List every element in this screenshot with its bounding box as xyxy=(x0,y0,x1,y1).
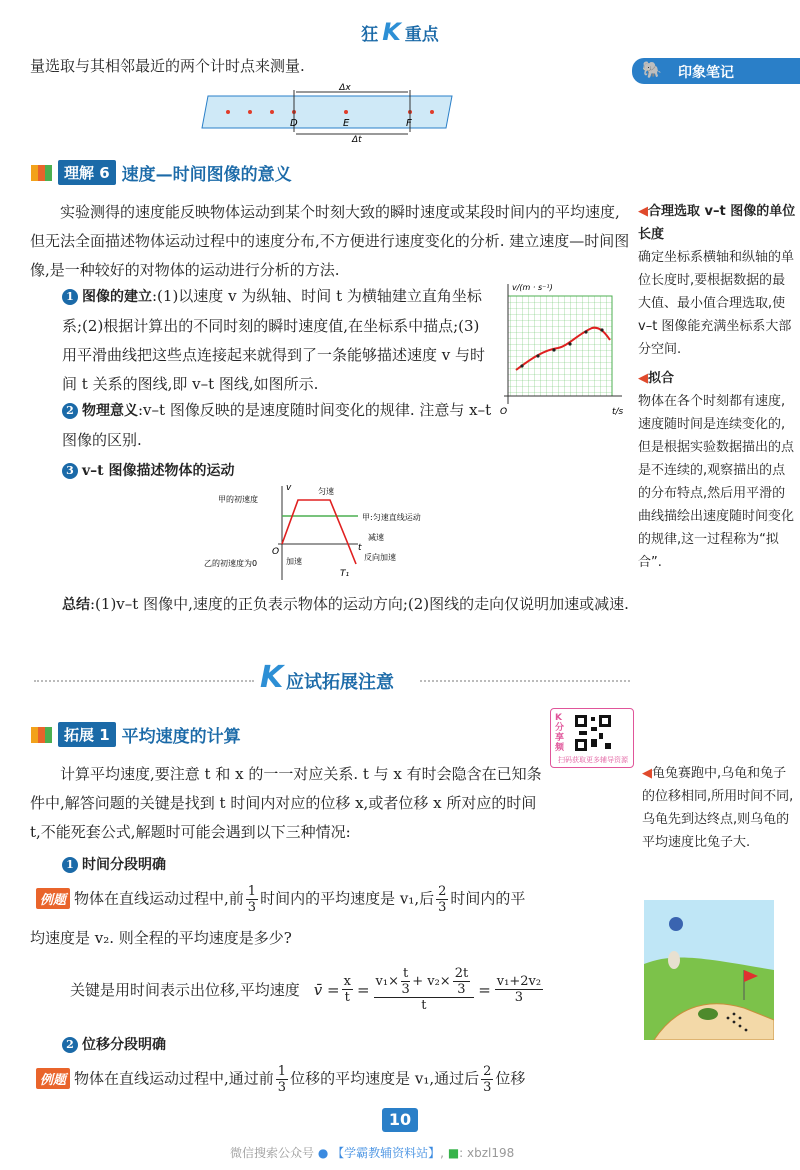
section6-badge: 理解 6 xyxy=(58,160,116,185)
vt-o: O xyxy=(272,547,280,557)
qr-code-icon xyxy=(573,713,613,753)
key-text: 关键是用时间表示出位移,平均速度 xyxy=(70,981,300,999)
summary-head: 总结 xyxy=(62,597,90,613)
footer-site: 【学霸教辅资料站】 xyxy=(332,1146,441,1160)
vt-grid-graph xyxy=(498,278,628,418)
item2-number: 2 xyxy=(62,403,78,419)
frac-x-over-t xyxy=(342,974,353,1005)
item3-number: 3 xyxy=(62,463,78,479)
vt-t: t xyxy=(358,543,362,553)
ex2-frac1 xyxy=(276,1064,288,1095)
f-2tn: 2t xyxy=(454,966,469,981)
item2-head: 物理意义 xyxy=(82,403,138,419)
vt-label-jian: 减速 xyxy=(368,533,384,542)
grid-xlabel: t/s xyxy=(612,407,624,417)
top-text: 量选取与其相邻最近的两个计时点来测量. xyxy=(30,57,305,75)
qr-brand: K分享频 xyxy=(555,713,565,753)
item2-text: :v–t 图像反映的是速度随时间变化的规律. 注意与 x–t 图像的区别. xyxy=(62,401,492,449)
ex2-f2d: 3 xyxy=(483,1080,492,1095)
vt-label-jia-su: 加速 xyxy=(286,557,302,566)
ex1-f1n: 1 xyxy=(247,884,257,899)
ex1-frac1 xyxy=(246,884,258,915)
ex1-frac2 xyxy=(436,884,448,915)
banner-k-logo: K xyxy=(260,660,284,695)
section6-item2 xyxy=(62,396,494,455)
banner-title: 应试拓展注意 xyxy=(286,672,394,693)
frac-t3 xyxy=(401,966,410,997)
formula-lhs: v̄ = xyxy=(313,980,340,999)
item3-head: v–t 图像描述物体的运动 xyxy=(82,463,235,479)
example1-line2: 均速度是 v₂. 则全程的平均速度是多少? xyxy=(30,929,292,947)
tape-label-e: E xyxy=(343,118,350,129)
ex2-b: 位移的平均速度是 v₁,通过后 xyxy=(290,1069,480,1088)
brand-left: 狂 xyxy=(361,25,379,45)
triangle-icon: ◀ xyxy=(642,766,652,781)
vt-label-jia-line: 甲:匀速直线运动 xyxy=(362,513,421,522)
ext1-para: 计算平均速度,要注意 t 和 x 的一一对应关系. t 与 x 有时会隐含在已知条件中,解答问题的关键是找到 t 时间内对应的位移 x,或者位移 x 所对应的时间 t,不能死套公式,解题时可能会遇到以下三种情况: xyxy=(30,765,542,841)
vt-label-jia-init: 甲的初速度 xyxy=(218,495,258,504)
f-plus: + v₂× xyxy=(412,974,451,989)
ex2-f1d: 3 xyxy=(277,1080,287,1095)
example2-line1 xyxy=(36,1064,636,1095)
tape-label-dt: Δt xyxy=(352,135,362,142)
ext1-title: 平均速度的计算 xyxy=(121,727,241,747)
vt-label-yun: 匀速 xyxy=(318,487,334,496)
item1-head: 图像的建立 xyxy=(82,289,152,305)
f-res-n: v₁+2v₂ xyxy=(496,974,542,989)
frac-main xyxy=(374,966,475,1013)
wechat-icon: ■ xyxy=(447,1146,460,1160)
f-t3d: 3 xyxy=(401,982,410,997)
ex1-a: 物体在直线运动过程中,前 xyxy=(74,889,244,908)
ex2-f2n: 2 xyxy=(483,1064,492,1079)
ex1-f1d: 3 xyxy=(247,900,257,915)
example-tag: 例题 xyxy=(36,888,70,909)
frac-result xyxy=(495,974,543,1005)
section6-title: 速度—时间图像的意义 xyxy=(121,165,292,185)
ticker-tape-diagram xyxy=(200,82,460,142)
book-icon xyxy=(30,725,54,745)
case2-heading xyxy=(62,1030,166,1060)
sidebar1-text2: 物体在各个时刻都有速度,速度随时间是连续变化的,但是根据实验数据描出的点是不连续的,观察描出的点的分布特点,然后用平滑的曲线描绘出速度随时间变化的规律,这一过程称为“拟合”. xyxy=(638,394,795,570)
f-x: x xyxy=(343,974,351,989)
sidebar1-title2: 拟合 xyxy=(648,371,675,386)
page-brand-header xyxy=(0,18,800,46)
f-res-d: 3 xyxy=(514,990,524,1005)
qr-caption: 扫码获取更多辅导资源 xyxy=(558,756,628,764)
summary-text: :(1)v–t 图像中,速度的正负表示物体的运动方向;(2)图线的走向仅说明加速或减速. xyxy=(90,595,629,613)
impression-note-label: 印象笔记 xyxy=(678,65,734,81)
qr-code-box[interactable] xyxy=(550,708,634,768)
vt-label-yi-init: 乙的初速度为0 xyxy=(204,559,258,568)
f-t3n: t xyxy=(402,966,409,981)
tape-label-dx: Δx xyxy=(339,83,351,93)
brand-k-logo: K xyxy=(382,18,401,46)
triangle-icon: ◀ xyxy=(638,204,648,219)
ex2-a: 物体在直线运动过程中,通过前 xyxy=(74,1069,274,1088)
example1-line1 xyxy=(36,884,636,915)
grid-ylabel: v/(m · s⁻¹) xyxy=(512,283,553,292)
example1-solution xyxy=(70,966,545,1013)
ex1-c: 时间内的平 xyxy=(450,889,526,908)
frac-2t3 xyxy=(453,966,471,997)
vt-label-fan: 反向加速 xyxy=(364,553,396,562)
elephant-icon: 🐘 xyxy=(642,60,662,79)
section6-summary xyxy=(62,590,630,620)
ext1-badge: 拓展 1 xyxy=(58,722,116,747)
vt-v: v xyxy=(286,483,292,493)
case2-head: 位移分段明确 xyxy=(82,1037,166,1053)
tape-label-d: D xyxy=(290,118,298,129)
section6-heading xyxy=(30,160,292,185)
ex1-b: 时间内的平均速度是 v₁,后 xyxy=(260,889,435,908)
grid-origin: O xyxy=(500,407,508,417)
f-num-a: v₁× xyxy=(375,974,399,989)
section6-para: 实验测得的速度能反映物体运动到某个时刻大致的瞬时速度或某段时间内的平均速度,但无法全面描述物体运动过程中的速度分布,不方便进行速度变化的分析. 建立速度—时间图像,是一种较好的对物体的运动进行分析的方法. xyxy=(30,203,630,279)
sidebar-note-2 xyxy=(642,762,796,854)
globe-icon: ● xyxy=(317,1146,329,1160)
f-t: t xyxy=(344,990,350,1005)
divider-left xyxy=(34,680,254,682)
footer-wechat: 微信搜索公众号 xyxy=(230,1146,315,1160)
item1-text: :(1)以速度 v 为纵轴、时间 t 为横轴建立直角坐标系;(2)根据计算出的不同时刻的瞬时速度值,在坐标系中描点;(3)用平滑曲线把这些点连接起来就得到了一条能够描述速度 v 与时间 t 关系的图线,即 v–t 图线,如图所示. xyxy=(62,287,486,393)
f-2td: 3 xyxy=(457,982,466,997)
case1-heading xyxy=(62,850,166,880)
page-number: 10 xyxy=(382,1108,418,1132)
brand-right: 重点 xyxy=(404,25,439,45)
case2-number: 2 xyxy=(62,1037,78,1053)
example-tag: 例题 xyxy=(36,1068,70,1089)
ex1-f2d: 3 xyxy=(438,900,447,915)
vt-t1: T₁ xyxy=(340,569,350,579)
tortoise-hare-illustration xyxy=(644,900,774,1040)
f-denominator-t: t xyxy=(421,998,427,1013)
footer-line: 微信搜索公众号 ● 【学霸教辅资料站】, ■: xbzl198 xyxy=(230,1146,515,1160)
ex2-c: 位移 xyxy=(495,1069,526,1088)
vt-motion-diagram xyxy=(198,480,460,586)
divider-right xyxy=(420,680,630,682)
item1-number: 1 xyxy=(62,289,78,305)
ex2-frac2 xyxy=(481,1064,493,1095)
section6-item1 xyxy=(62,282,494,399)
equals-sign: = xyxy=(356,980,370,999)
sidebar1-text: 确定坐标系横轴和纵轴的单位长度时,要根据数据的最大值、最小值合理选取,使 v–t 图像能充满坐标系大部分空间. xyxy=(638,250,795,357)
footer-id: xbzl198 xyxy=(467,1146,515,1160)
sidebar-note-1 xyxy=(638,200,796,574)
ex2-f1n: 1 xyxy=(277,1064,287,1079)
impression-note-tag xyxy=(632,58,800,84)
case1-head: 时间分段明确 xyxy=(82,857,166,873)
sidebar1-title: 合理选取 v–t 图像的单位长度 xyxy=(638,204,796,242)
tape-label-f: F xyxy=(406,118,412,129)
triangle-icon: ◀ xyxy=(638,371,648,386)
ex1-f2n: 2 xyxy=(438,884,447,899)
book-icon xyxy=(30,163,54,183)
equals-sign: = xyxy=(478,980,491,999)
case1-number: 1 xyxy=(62,857,78,873)
ext1-heading xyxy=(30,722,241,747)
sidebar2-text: 龟兔赛跑中,乌龟和兔子的位移相同,所用时间不同,乌龟先到达终点,则乌龟的平均速度比兔子大. xyxy=(642,766,794,850)
